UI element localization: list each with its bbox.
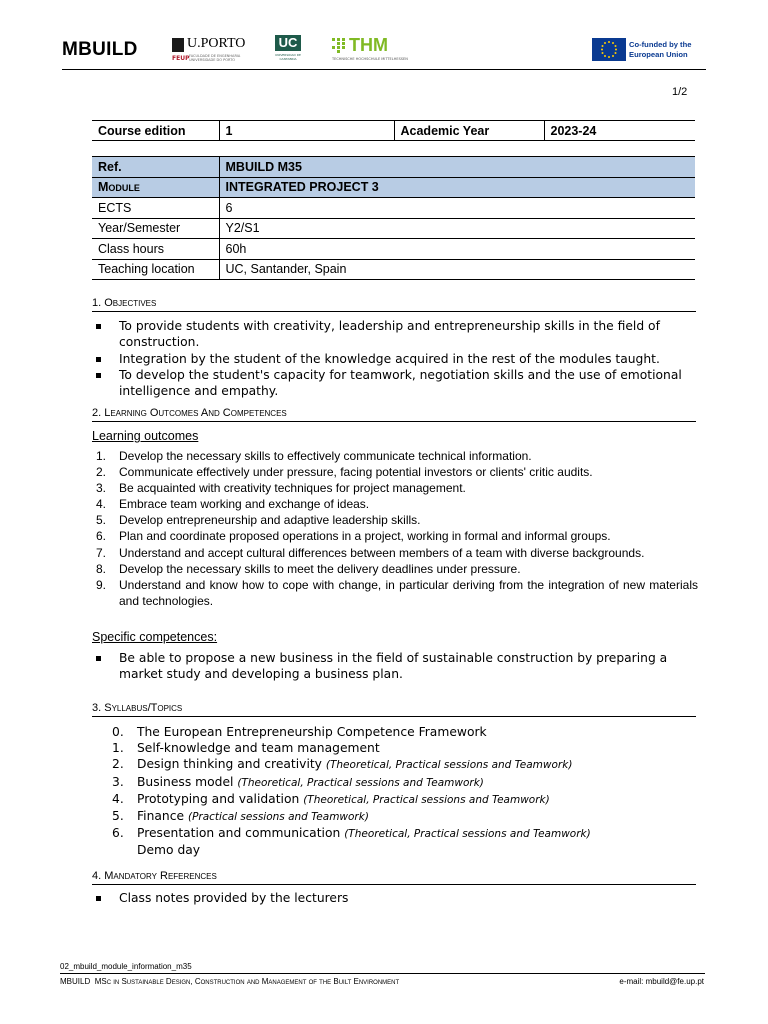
outcome-text: Develop the necessary skills to effectively communicate technical information. — [119, 449, 532, 463]
mbuild-logo: MBUILD — [62, 39, 138, 60]
list-item — [92, 318, 698, 351]
footer-program-name: MSc in Sustainable Design, Construction and Management of the Built Environment — [94, 977, 400, 986]
syllabus-list — [112, 724, 672, 859]
academic-year-label: Academic Year — [394, 121, 544, 141]
item-number: 8. — [96, 561, 107, 576]
topic-text: Design thinking and creativity — [137, 757, 322, 772]
list-item — [92, 650, 698, 683]
topic-text: Presentation and communication — [137, 826, 341, 841]
item-number: 6. — [112, 826, 124, 841]
learning-outcomes-list — [92, 448, 698, 609]
topic-text: Finance — [137, 809, 185, 824]
competence-text: Be able to propose a new business in the field of sustainable construction by preparing a market study and developing a business plan. — [119, 651, 668, 682]
eu-text-line1: Co-funded by the — [629, 40, 692, 49]
topic-text: The European Entrepreneurship Competence Framework — [137, 725, 487, 739]
ects-value: 6 — [219, 198, 695, 219]
list-item — [112, 724, 672, 740]
outcome-text: Be acquainted with creativity techniques for project management. — [119, 481, 466, 496]
list-item — [92, 577, 698, 609]
year-semester-label: Year/Semester — [92, 218, 219, 239]
ref-label: Ref. — [92, 157, 219, 178]
module-value: INTEGRATED PROJECT 3 — [219, 177, 695, 198]
topic-text: Demo day — [137, 843, 201, 858]
thm-logo-text: THM — [349, 35, 388, 55]
list-item — [92, 528, 698, 544]
thm-logo-subtext: TECHNISCHE HOCHSCHULE MITTELHESSEN — [332, 57, 408, 61]
year-semester-value: Y2/S1 — [219, 218, 695, 239]
course-edition-table — [92, 120, 695, 141]
feup-logo-subtext: FACULDADE DE ENGENHARIA UNIVERSIDADE DO PORTO — [189, 54, 241, 62]
eu-cofunded-logo — [592, 38, 706, 62]
ref-value: MBUILD M35 — [219, 157, 695, 178]
list-item — [112, 842, 672, 858]
item-number: 3. — [112, 774, 124, 789]
academic-year-value: 2023-24 — [544, 121, 695, 141]
item-number: 6. — [96, 529, 107, 544]
bullet-icon — [96, 656, 101, 661]
list-item — [92, 351, 698, 367]
references-heading: 4. Mandatory References — [92, 870, 696, 885]
topic-note: (Theoretical, Practical sessions and Teamwork) — [325, 759, 573, 772]
item-number: 3. — [96, 481, 107, 496]
teaching-location-value: UC, Santander, Spain — [219, 259, 695, 280]
topic-text: Business model — [137, 774, 234, 789]
porto-logo-text: U.PORTO — [187, 36, 246, 51]
table-row — [92, 218, 695, 239]
outcome-text: Understand and accept cultural differences between members of a team with diverse backgrounds. — [119, 545, 645, 560]
outcome-text: Communicate effectively under pressure, facing potential investors or clients' critic audits. — [119, 465, 593, 480]
porto-mark-icon — [172, 38, 184, 52]
outcomes-heading: 2. Learning Outcomes And Competences — [92, 407, 696, 422]
objectives-heading: 1. Objectives — [92, 297, 696, 312]
list-item — [92, 545, 698, 561]
eu-cofunded-text — [629, 40, 691, 60]
footer-program-prefix: MBUILD — [60, 977, 91, 986]
uporto-feup-logo — [172, 36, 252, 66]
bullet-icon — [96, 373, 101, 378]
item-number: 5. — [96, 513, 107, 528]
list-item — [92, 496, 698, 512]
document-header — [62, 34, 706, 70]
list-item — [92, 561, 698, 577]
topic-note: (Theoretical, Practical sessions and Teamwork) — [344, 828, 591, 841]
list-item — [92, 512, 698, 528]
outcome-text: Embrace team working and exchange of ideas. — [119, 497, 370, 512]
edition-value: 1 — [219, 121, 394, 141]
ects-label: ECTS — [92, 198, 219, 219]
list-item — [112, 825, 672, 842]
footer-email: e-mail: mbuild@fe.up.pt — [619, 977, 704, 986]
item-number: 4. — [112, 791, 124, 806]
item-number: 5. — [112, 809, 124, 824]
table-row — [92, 157, 695, 178]
feup-logo-text: FEUP — [172, 55, 190, 62]
table-row — [92, 259, 695, 280]
item-number: 1. — [112, 741, 124, 756]
module-label: Module — [92, 177, 219, 198]
list-item — [92, 480, 698, 496]
bullet-icon — [96, 324, 101, 329]
objective-text: To provide students with creativity, leadership and entrepreneurship skills in the field of construction. — [119, 319, 660, 350]
list-item — [112, 774, 672, 791]
uc-logo — [275, 35, 301, 65]
thm-logo — [332, 34, 412, 64]
outcome-text: Plan and coordinate proposed operations in a project, working in formal and informal groups. — [119, 529, 611, 544]
item-number: 9. — [96, 577, 107, 592]
footer-program — [60, 977, 399, 986]
class-hours-value: 60h — [219, 239, 695, 260]
item-number: 2. — [112, 757, 124, 772]
list-item — [92, 367, 698, 400]
learning-outcomes-subheading: Learning outcomes — [92, 429, 199, 443]
outcome-text: Develop the necessary skills to meet the delivery deadlines under pressure. — [119, 561, 521, 576]
bullet-icon — [96, 357, 101, 362]
topic-note: (Theoretical, Practical sessions and Teamwork) — [237, 776, 484, 789]
bullet-icon — [96, 896, 101, 901]
thm-dots-icon — [332, 38, 346, 54]
objectives-list — [92, 318, 698, 399]
reference-text: Class notes provided by the lecturers — [119, 891, 349, 905]
outcome-text: Understand and know how to cope with change, in particular deriving from the integration of new materials and technologies. — [119, 577, 698, 608]
footer-filename: 02_mbuild_module_information_m35 — [60, 962, 192, 971]
edition-label: Course edition — [92, 121, 219, 141]
table-row — [92, 177, 695, 198]
list-item — [112, 791, 672, 808]
item-number: 7. — [96, 545, 107, 560]
item-number: 4. — [96, 497, 107, 512]
specific-competences-subheading: Specific competences: — [92, 630, 218, 644]
item-number: 1. — [96, 449, 107, 463]
table-row — [92, 239, 695, 260]
table-row — [92, 121, 695, 141]
footer-divider — [60, 973, 705, 974]
table-row — [92, 198, 695, 219]
topic-note: (Practical sessions and Teamwork) — [187, 811, 369, 824]
list-item — [112, 756, 672, 773]
teaching-location-label: Teaching location — [92, 259, 219, 280]
module-info-table — [92, 156, 695, 280]
eu-flag-icon — [592, 38, 626, 61]
topic-text: Self-knowledge and team management — [137, 741, 380, 756]
eu-text-line2: European Union — [629, 50, 688, 59]
topic-note: (Theoretical, Practical sessions and Teamwork) — [303, 793, 550, 806]
uc-logo-subtext: UNIVERSIDAD DE CANTABRIA — [275, 53, 301, 61]
item-number: 0. — [112, 725, 124, 739]
objective-text: Integration by the student of the knowledge acquired in the rest of the modules taught. — [119, 351, 660, 366]
syllabus-heading: 3. Syllabus/Topics — [92, 702, 696, 717]
outcome-text: Develop entrepreneurship and adaptive leadership skills. — [119, 513, 421, 528]
page-number: 1/2 — [672, 86, 688, 98]
uc-logo-mark: UC — [275, 35, 301, 51]
list-item — [92, 464, 698, 480]
list-item — [92, 890, 698, 906]
references-list — [92, 890, 698, 906]
list-item — [92, 448, 698, 464]
list-item — [112, 808, 672, 825]
list-item — [112, 740, 672, 756]
topic-text: Prototyping and validation — [137, 791, 300, 806]
objective-text: To develop the student's capacity for teamwork, negotiation skills and the use of emotional intelligence and empathy. — [119, 367, 682, 399]
class-hours-label: Class hours — [92, 239, 219, 260]
item-number: 2. — [96, 465, 107, 480]
competences-list — [92, 650, 698, 683]
